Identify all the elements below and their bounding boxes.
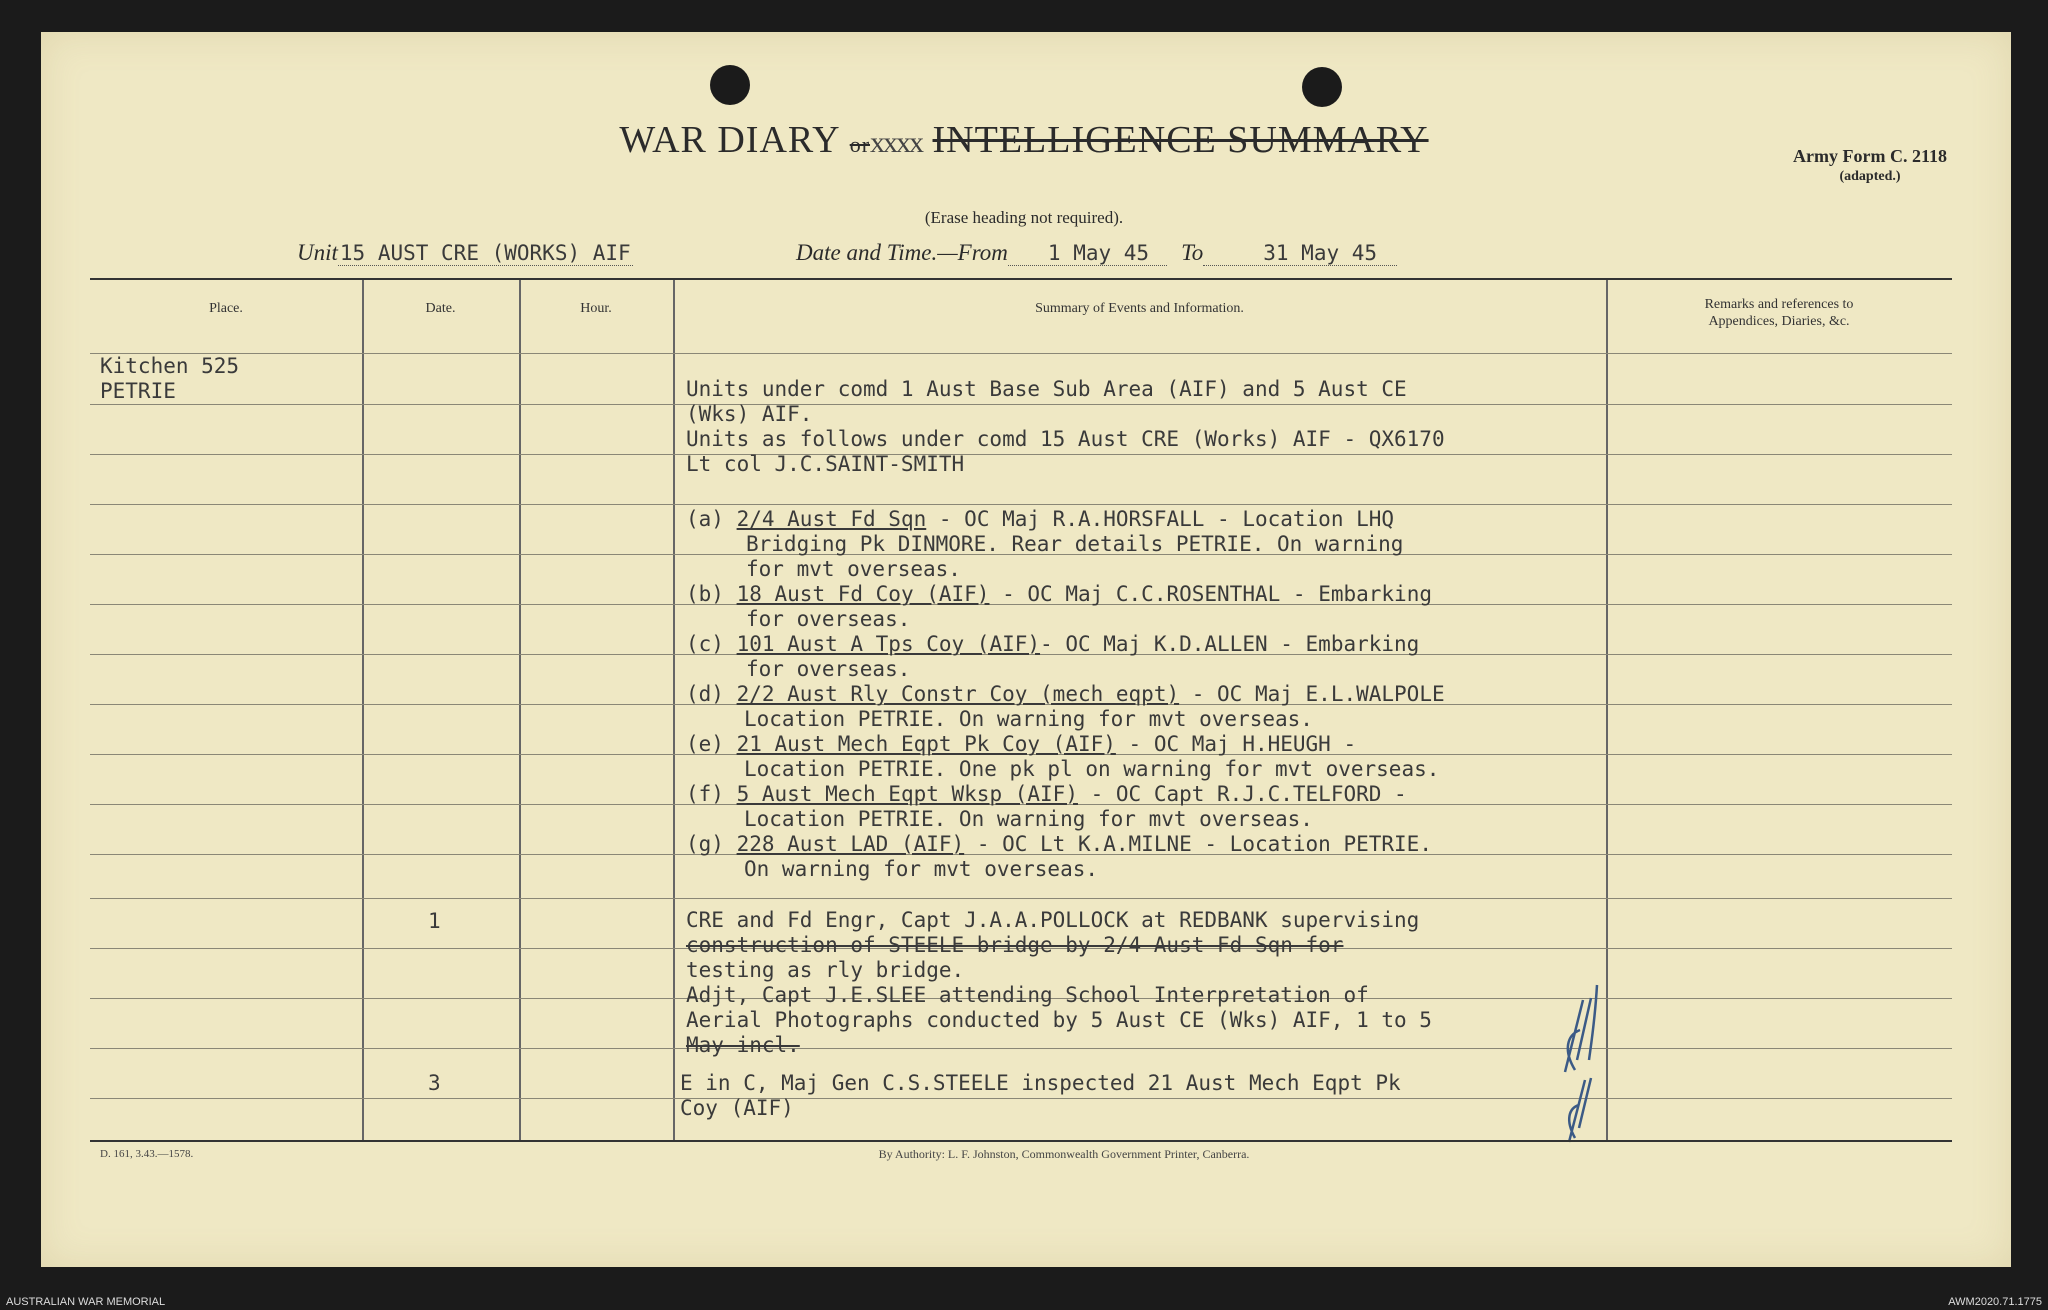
punch-hole-left <box>710 65 750 105</box>
intro-block <box>686 377 1445 477</box>
col-divider-place <box>362 280 364 1140</box>
summary-line: CRE and Fd Engr, Capt J.A.A.POLLOCK at REDBANK supervising <box>686 908 1420 932</box>
item-tag: (e) <box>686 732 724 756</box>
col-head-place: Place. <box>209 301 243 316</box>
entry-date: 1 <box>428 909 441 933</box>
place-line: PETRIE <box>100 379 176 403</box>
summary-line: Lt col J.C.SAINT-SMITH <box>686 452 965 476</box>
summary-line: for mvt overseas. <box>746 557 961 581</box>
entry-3-text <box>680 1071 1401 1121</box>
item-tag: (f) <box>686 782 724 806</box>
unit-value: 15 AUST CRE (WORKS) AIF <box>339 241 631 265</box>
unit-detail: - OC Lt K.A.MILNE - Location PETRIE. <box>964 832 1432 856</box>
summary-line: Location PETRIE. On warning for mvt overseas. <box>744 707 1313 731</box>
unit-item-e <box>686 732 1445 757</box>
army-form-adapted: (adapted.) <box>1839 169 1901 184</box>
unit-item-f <box>686 782 1445 807</box>
summary-line: Units as follows under comd 15 Aust CRE (Works) AIF - QX6170 <box>686 427 1445 451</box>
erase-note: (Erase heading not required). <box>924 208 1124 227</box>
date-line <box>796 240 1397 266</box>
row-rule <box>90 898 1952 899</box>
army-form-number: Army Form C. 2118 <box>1793 146 1947 166</box>
title-war-diary: WAR DIARY <box>619 119 840 161</box>
place-entry <box>100 354 239 404</box>
row-rule <box>90 504 1952 505</box>
summary-line: Units under comd 1 Aust Base Sub Area (AIF) and 5 Aust CE <box>686 377 1407 401</box>
entry-1-text <box>686 908 1432 1058</box>
handwritten-initials <box>1545 960 1625 1150</box>
unit-line <box>297 240 633 266</box>
col-head-summary: Summary of Events and Information. <box>1035 301 1244 316</box>
summary-line: construction of STEELE bridge by 2/4 Aust Fd Sqn for <box>686 933 1344 957</box>
col-divider-hour <box>673 280 675 1140</box>
unit-item-g <box>686 832 1445 857</box>
unit-detail: - OC Capt R.J.C.TELFORD - <box>1077 782 1407 806</box>
footer-print-code: D. 161, 3.43.—1578. <box>100 1148 194 1160</box>
item-tag: (b) <box>686 582 724 606</box>
unit-detail: - OC Maj C.C.ROSENTHAL - Embarking <box>989 582 1432 606</box>
col-head-remarks <box>1606 296 1952 330</box>
punch-hole-right <box>1302 67 1342 107</box>
unit-detail: - OC Maj E.L.WALPOLE <box>1179 682 1445 706</box>
col-head-remarks-line1: Remarks and references to <box>1704 297 1854 312</box>
unit-name: 2/2 Aust Rly Constr Coy (mech eqpt) <box>736 682 1180 706</box>
table-bottom-rule <box>90 1140 1952 1142</box>
units-list <box>686 507 1445 882</box>
watermark-right: AWM2020.71.1775 <box>1948 1296 2042 1308</box>
unit-name: 21 Aust Mech Eqpt Pk Coy (AIF) <box>736 732 1116 756</box>
summary-line: Location PETRIE. On warning for mvt overseas. <box>744 807 1313 831</box>
summary-line: Coy (AIF) <box>680 1096 794 1120</box>
date-to-value: 31 May 45 <box>1203 241 1397 266</box>
unit-item-b <box>686 582 1445 607</box>
col-divider-date <box>519 280 521 1140</box>
unit-name: 101 Aust A Tps Coy (AIF) <box>736 632 1041 656</box>
summary-line: for overseas. <box>746 607 911 631</box>
summary-line: On warning for mvt overseas. <box>744 857 1099 881</box>
col-head-date: Date. <box>425 301 456 316</box>
unit-item-d <box>686 682 1445 707</box>
table-top-rule <box>90 278 1952 280</box>
col-head-remarks-line2: Appendices, Diaries, &c. <box>1708 314 1850 329</box>
summary-line: Adjt, Capt J.E.SLEE attending School Interpretation of <box>686 983 1369 1007</box>
summary-line: Location PETRIE. One pk pl on warning for mvt overseas. <box>744 757 1440 781</box>
form-title <box>0 118 2048 162</box>
title-or: or <box>849 132 871 157</box>
summary-line: Bridging Pk DINMORE. Rear details PETRIE. On warning <box>746 532 1404 556</box>
footer-authority: By Authority: L. F. Johnston, Commonwealth Government Printer, Canberra. <box>878 1147 1250 1161</box>
place-line: Kitchen 525 <box>100 354 240 378</box>
unit-item-c <box>686 632 1445 657</box>
title-intelligence-summary: INTELLIGENCE SUMMARY <box>932 119 1429 161</box>
summary-line: E in C, Maj Gen C.S.STEELE inspected 21 Aust Mech Eqpt Pk <box>680 1071 1401 1095</box>
army-form-label <box>1770 146 1970 185</box>
item-tag: (a) <box>686 507 724 531</box>
unit-name: 18 Aust Fd Coy (AIF) <box>736 582 990 606</box>
unit-detail: - OC Maj H.HEUGH - <box>1115 732 1357 756</box>
unit-label: Unit <box>297 240 338 265</box>
summary-line: Aerial Photographs conducted by 5 Aust CE (Wks) AIF, 1 to 5 <box>686 1008 1432 1032</box>
unit-name: 5 Aust Mech Eqpt Wksp (AIF) <box>736 782 1078 806</box>
summary-line: for overseas. <box>746 657 911 681</box>
date-from-label: Date and Time.—From <box>796 240 1008 265</box>
summary-line: May incl. <box>686 1033 800 1057</box>
item-tag: (c) <box>686 632 724 656</box>
unit-detail: - OC Maj R.A.HORSFALL - Location LHQ <box>926 507 1395 531</box>
unit-name: 228 Aust LAD (AIF) <box>736 832 965 856</box>
date-from-value: 1 May 45 <box>1008 241 1167 266</box>
watermark-left: AUSTRALIAN WAR MEMORIAL <box>6 1296 166 1308</box>
summary-line: (Wks) AIF. <box>686 402 813 426</box>
title-strike-marks: xxxx <box>870 126 923 159</box>
entry-date: 3 <box>428 1071 441 1095</box>
summary-line: testing as rly bridge. <box>686 958 965 982</box>
item-tag: (d) <box>686 682 724 706</box>
unit-detail: - OC Maj K.D.ALLEN - Embarking <box>1040 632 1420 656</box>
col-head-hour: Hour. <box>580 301 612 316</box>
unit-name: 2/4 Aust Fd Sqn <box>736 507 927 531</box>
date-to-label: To <box>1181 240 1204 265</box>
unit-item-a <box>686 507 1445 532</box>
item-tag: (g) <box>686 832 724 856</box>
row-rule <box>90 353 1952 354</box>
